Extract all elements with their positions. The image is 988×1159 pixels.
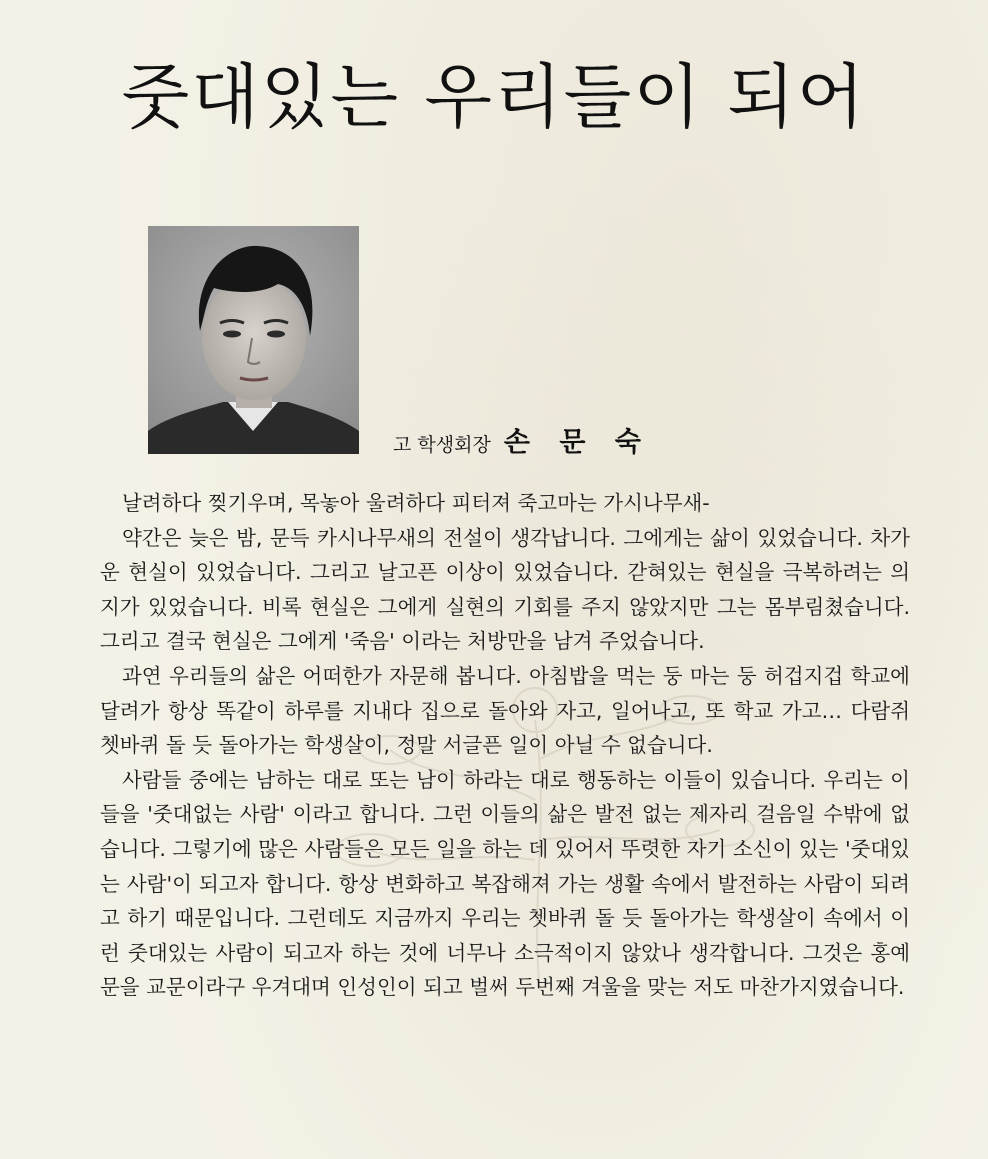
author-name: 손 문 숙 xyxy=(503,427,651,458)
article-body xyxy=(100,486,910,1005)
paragraph: 사람들 중에는 남하는 대로 또는 남이 하라는 대로 행동하는 이들이 있습니다. 우리는 이들을 '줏대없는 사람' 이라고 합니다. 그런 이들의 삶은 발전 없는 제자리 걸음일 수밖에 없습니다. 그렇기에 많은 사람들은 모든 일을 하는 데 있어서 뚜렷한 자기 소신이 있는 '줏대있는 사람'이 되고자 합니다. 항상 변화하고 복잡해져 가는 생활 속에서 발전하는 사람이 되려고 하기 때문입니다. 그런데도 지금까지 우리는 쳇바퀴 돌 듯 돌아가는 학생살이 속에서 이런 줏대있는 사람이 되고자 하는 것에 너무나 소극적이지 않았나 생각합니다. 그것은 홍예문을 교문이라구 우겨대며 인성인이 되고 벌써 두번째 겨울을 맞는 저도 마찬가지였습니다. xyxy=(100,767,910,1000)
author-byline xyxy=(393,420,651,459)
author-role: 고 학생회장 xyxy=(393,434,491,456)
author-photo xyxy=(148,226,359,454)
paragraph: 날려하다 찢기우며, 목놓아 울려하다 피터져 죽고마는 가시나무새- xyxy=(122,491,710,515)
paragraph: 과연 우리들의 삶은 어떠한가 자문해 봅니다. 아침밥을 먹는 둥 마는 둥 허겁지겁 학교에 달려가 항상 똑같이 하루를 지내다 집으로 돌아와 자고, 일어나고, 또 학교 가고… 다람쥐 쳇바퀴 돌 듯 돌아가는 학생살이, 정말 서글픈 일이 아닐 수 없습니다. xyxy=(100,663,910,758)
paragraph: 약간은 늦은 밤, 문득 카시나무새의 전설이 생각납니다. 그에게는 삶이 있었습니다. 차가운 현실이 있었습니다. 그리고 날고픈 이상이 있었습니다. 갇혀있는 현실을 극복하려는 의지가 있었습니다. 비록 현실은 그에게 실현의 기회를 주지 않았지만 그는 몸부림쳤습니다. 그리고 결국 현실은 그에게 '죽음' 이라는 처방만을 남겨 주었습니다. xyxy=(100,525,910,654)
article-title: 줏대있는 우리들이 되어 xyxy=(121,56,867,138)
portrait-photo-icon xyxy=(148,226,359,454)
